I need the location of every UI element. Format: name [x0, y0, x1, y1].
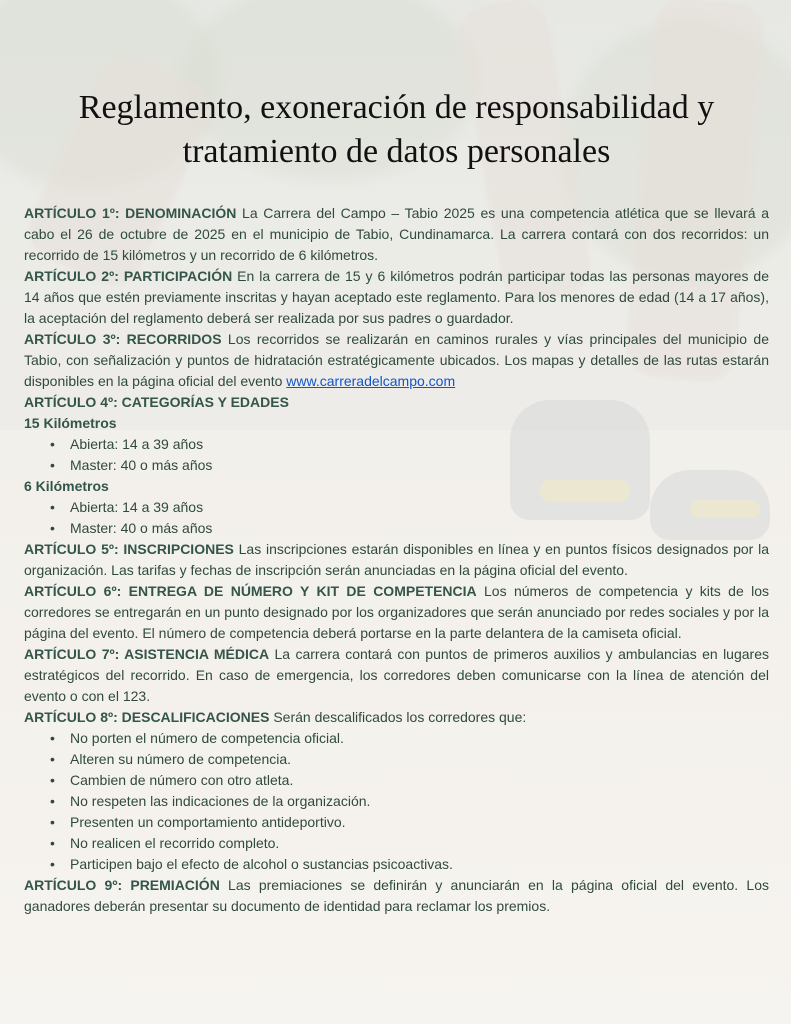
article-heading: ARTÍCULO 9º: PREMIACIÓN	[24, 877, 220, 893]
disqualification-list	[24, 728, 769, 875]
article-text: La carrera contará con puntos de primeros auxilios y ambulancias en lugares estratégicos del recorrido. En caso de emergencia, los corredores deben comunicarse con la línea de atención del evento o con el 123.	[24, 646, 769, 704]
article-text: Las inscripciones estarán disponibles en línea y en puntos físicos designados por la organización. Las tarifas y fechas de inscripción serán anunciadas en la página oficial del evento.	[24, 541, 769, 578]
article-9	[24, 875, 769, 917]
list-item: • Abierta: 14 a 39 años	[70, 497, 769, 518]
article-6	[24, 581, 769, 644]
list-item: • No respeten las indicaciones de la organización.	[70, 791, 769, 812]
article-2	[24, 266, 769, 329]
list-item: • Participen bajo el efecto de alcohol o sustancias psicoactivas.	[70, 854, 769, 875]
article-heading: ARTÍCULO 7º: ASISTENCIA MÉDICA	[24, 646, 270, 662]
article-text: Los recorridos se realizarán en caminos rurales y vías principales del municipio de Tabio, con señalización y puntos de hidratación estratégicamente ubicados. Los mapas y detalles de las rutas estarán disponibles en la página oficial del evento	[24, 331, 769, 389]
list-item: • Cambien de número con otro atleta.	[70, 770, 769, 791]
article-heading: ARTÍCULO 8º: DESCALIFICACIONES	[24, 709, 270, 725]
list-item: • No porten el número de competencia oficial.	[70, 728, 769, 749]
article-text: En la carrera de 15 y 6 kilómetros podrán participar todas las personas mayores de 14 años que estén previamente inscritas y hayan aceptado este reglamento. Para los menores de edad (14 a 17 años), la aceptación del reglamento deberá ser realizada por sus padres o guardador.	[24, 268, 769, 326]
article-heading: ARTÍCULO 3º: RECORRIDOS	[24, 331, 222, 347]
article-text: Serán descalificados los corredores que:	[269, 709, 527, 725]
article-text: Las premiaciones se definirán y anunciarán en la página oficial del evento. Los ganadores deberán presentar su documento de identidad para reclamar los premios.	[24, 877, 769, 914]
event-website-link[interactable]: www.carreradelcampo.com	[286, 373, 456, 389]
list-item: • No realicen el recorrido completo.	[70, 833, 769, 854]
list-item: • Master: 40 o más años	[70, 518, 769, 539]
list-item: • Alteren su número de competencia.	[70, 749, 769, 770]
category-label-6k: 6 Kilómetros	[24, 478, 109, 494]
page-title: Reglamento, exoneración de responsabilidad y tratamiento de datos personales	[78, 89, 715, 170]
article-5	[24, 539, 769, 581]
category-list-15k	[24, 434, 769, 476]
category-label-15k: 15 Kilómetros	[24, 415, 117, 431]
article-text: Los números de competencia y kits de los corredores se entregarán en un punto designado por los organizadores que serán anunciado por redes sociales y por la página del evento. El número de competencia deberá portarse en la parte delantera de la camiseta oficial.	[24, 583, 769, 641]
article-4	[24, 392, 769, 413]
article-heading: ARTÍCULO 5º: INSCRIPCIONES	[24, 541, 234, 557]
article-7	[24, 644, 769, 707]
list-item: • Abierta: 14 a 39 años	[70, 434, 769, 455]
article-heading: ARTÍCULO 2º: PARTICIPACIÓN	[24, 268, 233, 284]
list-item: • Presenten un comportamiento antideportivo.	[70, 812, 769, 833]
article-text: La Carrera del Campo – Tabio 2025 es una competencia atlética que se llevará a cabo el 26 de octubre de 2025 en el municipio de Tabio, Cundinamarca. La carrera contará con dos recorridos: un recorrido de 15 kilómetros y un recorrido de 6 kilómetros.	[24, 205, 769, 263]
article-heading: ARTÍCULO 4º: CATEGORÍAS Y EDADES	[24, 394, 289, 410]
article-8	[24, 707, 769, 728]
article-heading: ARTÍCULO 6º: ENTREGA DE NÚMERO Y KIT DE COMPETENCIA	[24, 583, 477, 599]
article-3	[24, 329, 769, 392]
article-heading: ARTÍCULO 1º: DENOMINACIÓN	[24, 205, 237, 221]
regulation-body	[24, 203, 769, 917]
article-1	[24, 203, 769, 266]
list-item: • Master: 40 o más años	[70, 455, 769, 476]
category-list-6k	[24, 497, 769, 539]
